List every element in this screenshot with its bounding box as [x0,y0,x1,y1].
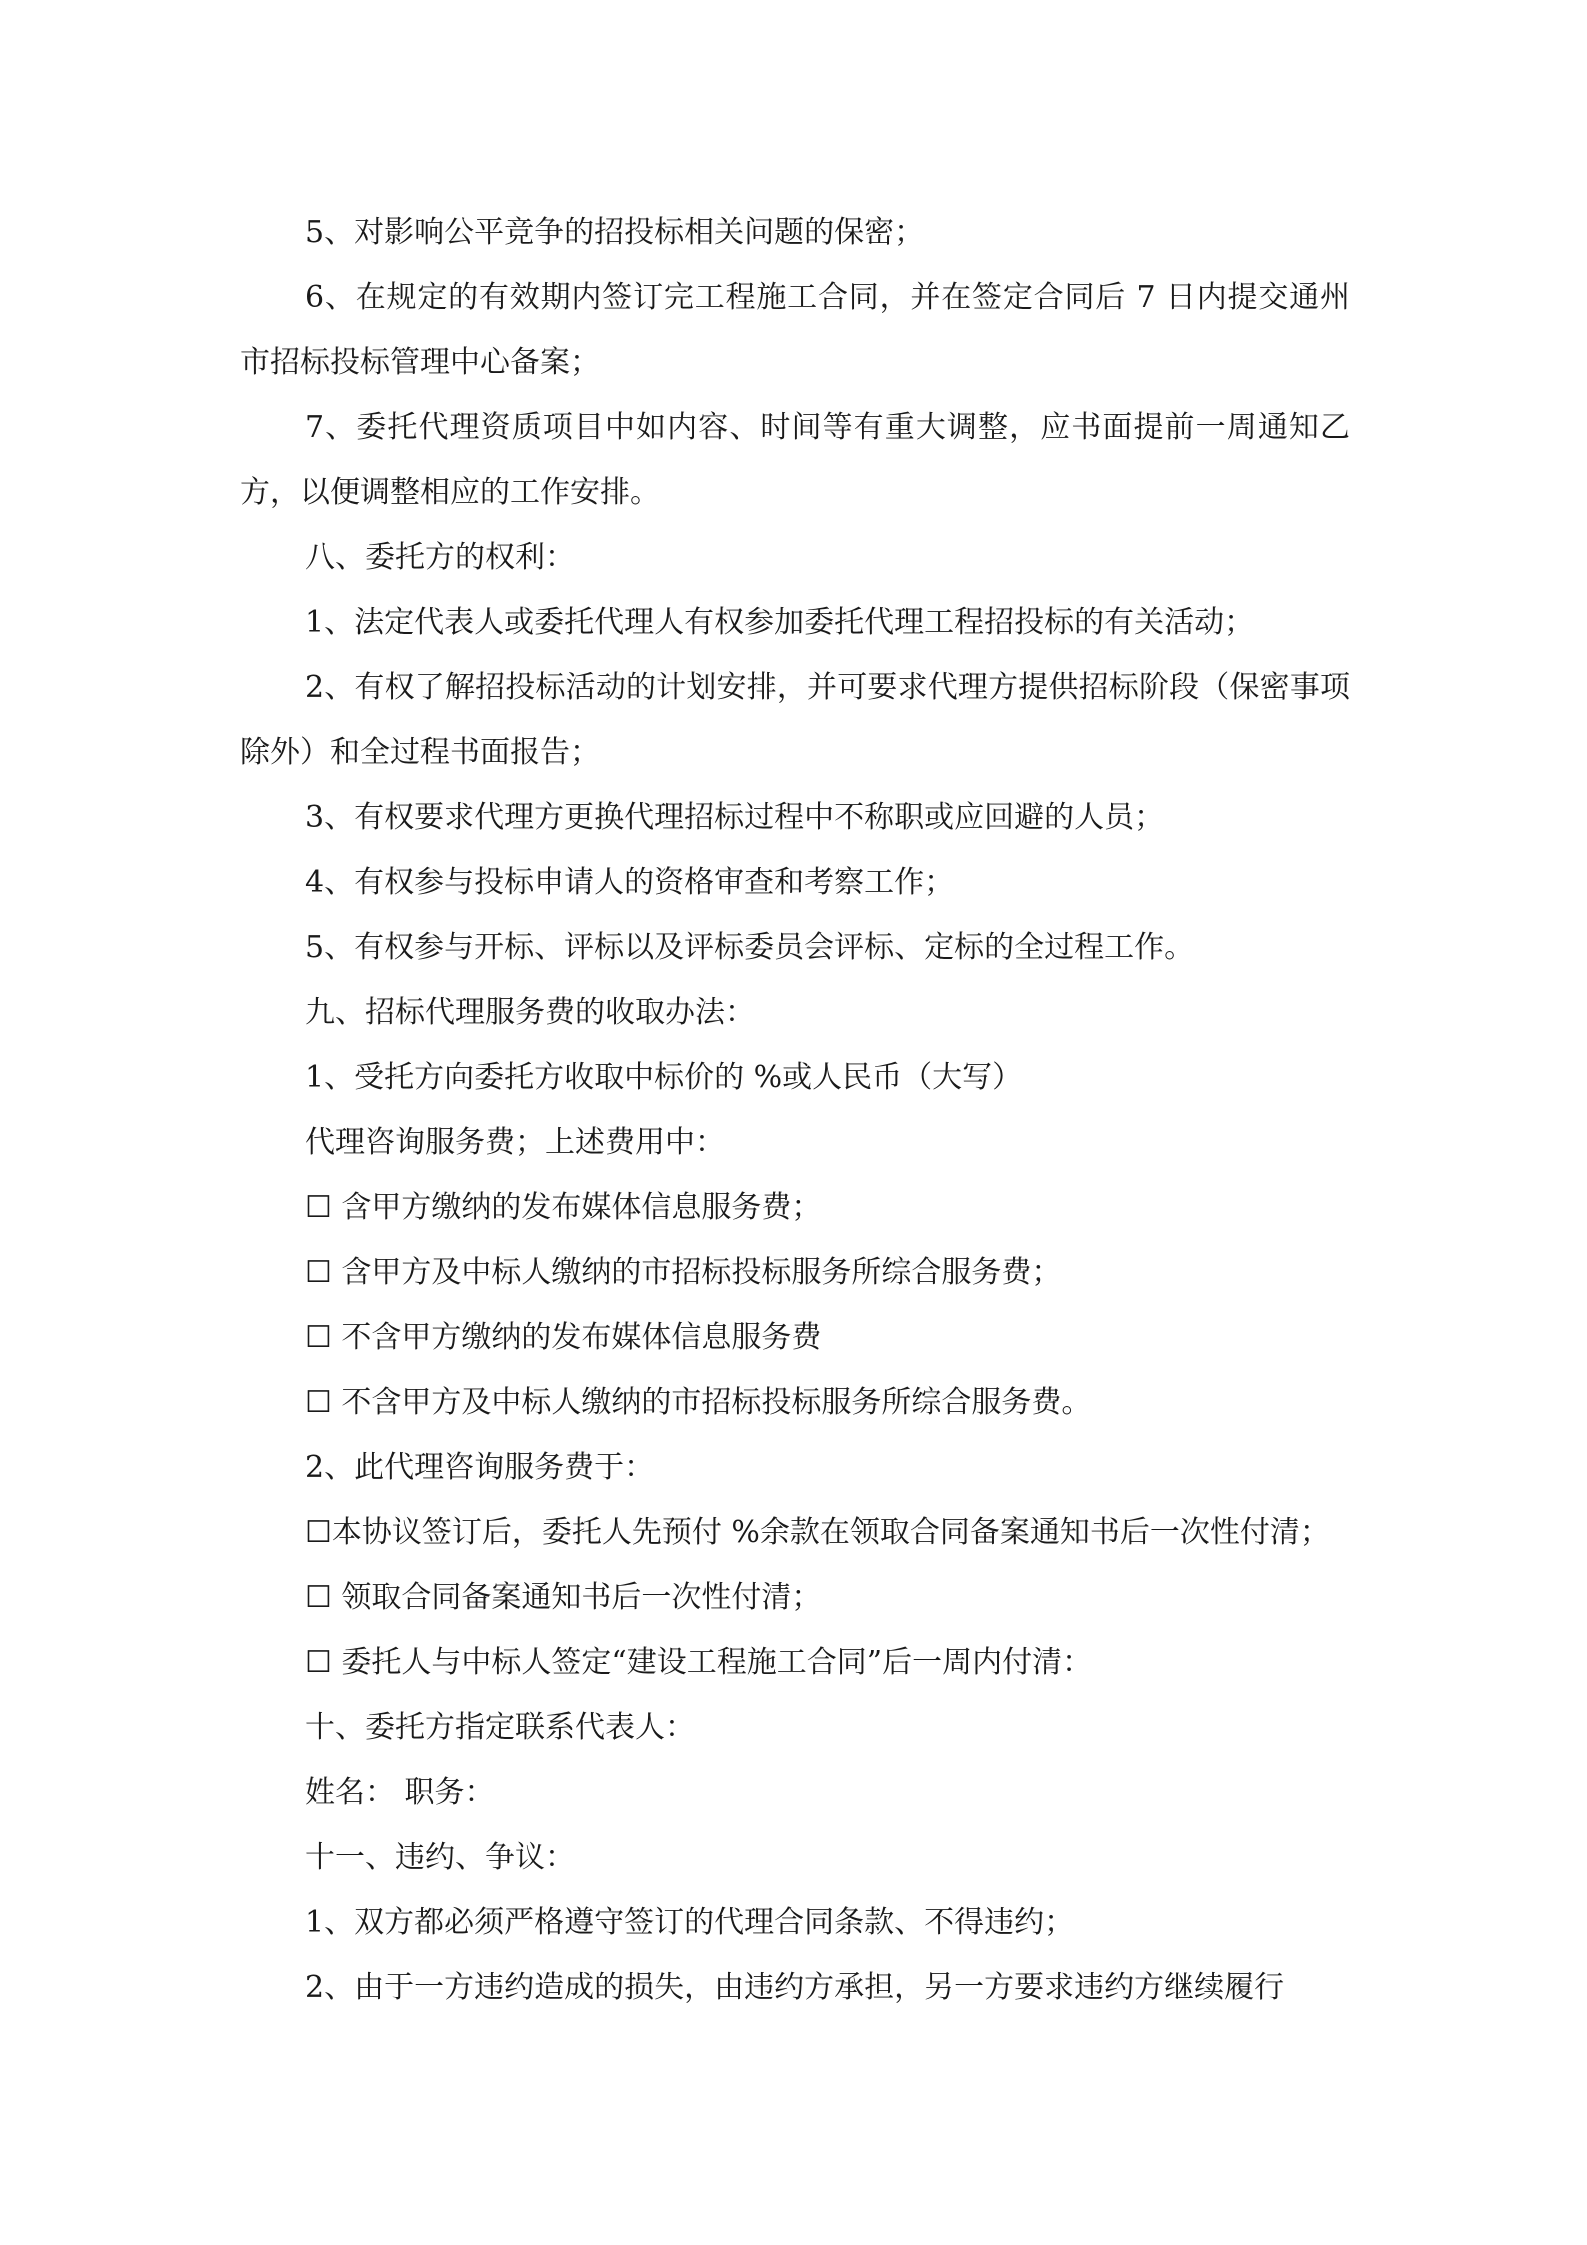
section-8-item-4: 4、有权参与投标申请人的资格审查和考察工作； [305,865,955,900]
section-11-item-2: 2、由于一方违约造成的损失，由违约方承担，另一方要求违约方继续履行 [305,1970,1285,2005]
payment-option-checkbox-1: ☐本协议签订后，委托人先预付 %余款在领取合同备案通知书后一次性付清； [305,1515,1330,1550]
section-8-item-3: 3、有权要求代理方更换代理招标过程中不称职或应回避的人员； [305,800,1165,835]
contact-name-title-line: 姓名： 职务： [305,1775,495,1810]
section-9-fee-note: 代理咨询服务费；上述费用中： [305,1125,725,1160]
section-11-item-1: 1、双方都必须严格遵守签订的代理合同条款、不得违约； [305,1905,1075,1940]
section-9-item-1: 1、受托方向委托方收取中标价的 %或人民币（大写） [305,1060,1023,1095]
clause-5-confidentiality: 5、对影响公平竞争的招投标相关问题的保密； [305,215,925,250]
section-8-item-2: 2、有权了解招投标活动的计划安排，并可要求代理方提供招标阶段（保密事项除外）和全过程书面报告； [240,670,1350,770]
document-body [240,200,1350,2020]
fee-option-checkbox-4: ☐ 不含甲方及中标人缴纳的市招标投标服务所综合服务费。 [305,1385,1092,1420]
clause-7-adjustment-notice: 7、委托代理资质项目中如内容、时间等有重大调整，应书面提前一周通知乙方，以便调整相应的工作安排。 [240,410,1350,510]
section-8-item-5: 5、有权参与开标、评标以及评标委员会评标、定标的全过程工作。 [305,930,1195,965]
payment-option-checkbox-2: ☐ 领取合同备案通知书后一次性付清； [305,1580,822,1615]
fee-option-checkbox-2: ☐ 含甲方及中标人缴纳的市招标投标服务所综合服务费； [305,1255,1062,1290]
section-9-item-2: 2、此代理咨询服务费于： [305,1450,655,1485]
section-10-heading: 十、委托方指定联系代表人： [305,1710,695,1745]
section-11-heading: 十一、违约、争议： [305,1840,575,1875]
fee-option-checkbox-3: ☐ 不含甲方缴纳的发布媒体信息服务费 [305,1320,822,1355]
payment-option-checkbox-3: ☐ 委托人与中标人签定“建设工程施工合同”后一周内付清： [305,1645,1093,1680]
section-8-heading: 八、委托方的权利： [305,540,575,575]
section-9-heading: 九、招标代理服务费的收取办法： [305,995,755,1030]
fee-option-checkbox-1: ☐ 含甲方缴纳的发布媒体信息服务费； [305,1190,822,1225]
clause-6-contract-filing: 6、在规定的有效期内签订完工程施工合同，并在签定合同后 7 日内提交通州市招标投标管理中心备案； [240,280,1350,380]
section-8-item-1: 1、法定代表人或委托代理人有权参加委托代理工程招投标的有关活动； [305,605,1255,640]
